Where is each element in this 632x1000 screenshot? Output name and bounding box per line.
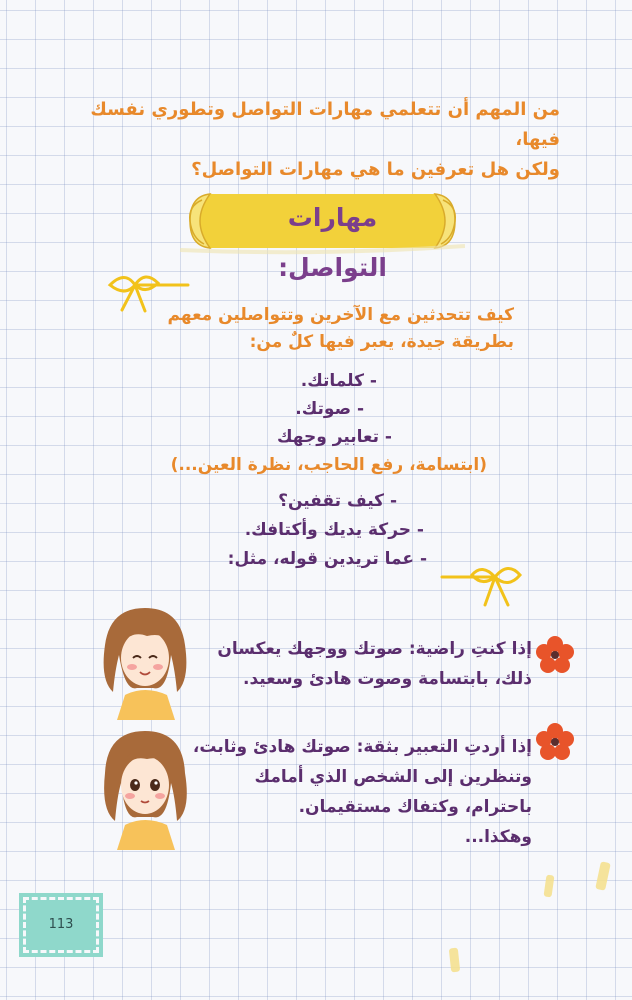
- example-confident: [192, 732, 532, 852]
- girl-smiling-illustration: [95, 600, 195, 720]
- list-item: - صوتك.: [295, 399, 364, 419]
- ribbon-bow-icon: [440, 555, 535, 610]
- section-title: مهارات التواصل:: [278, 203, 387, 282]
- example-line: وهكذا...: [464, 827, 532, 847]
- example-line: وتنظرين إلى الشخص الذي أمامك: [254, 767, 532, 787]
- flower-icon: [535, 635, 575, 675]
- decorative-stroke: [595, 861, 611, 890]
- decorative-stroke: [544, 875, 555, 898]
- list-item: (ابتسامة، رفع الحاجب، نظرة العين...): [170, 455, 487, 475]
- paragraph-line-1: كيف تتحدثين مع الآخرين وتتواصلين معهم: [167, 305, 514, 325]
- example-line: إذا أردتِ التعبير بثقة: صوتك هادئ وثابت،: [192, 737, 532, 757]
- intro-text: [60, 95, 560, 185]
- list-item: - كلماتك.: [300, 371, 377, 391]
- list-item: - تعابير وجهك: [276, 427, 392, 447]
- intro-line-1: من المهم أن تتعلمي مهارات التواصل وتطوري نفسك فيها،: [90, 99, 560, 150]
- list-item: - كيف تقفين؟: [278, 491, 397, 511]
- example-line: باحترام، وكتفاك مستقيمان.: [298, 797, 532, 817]
- intro-line-2: ولكن هل تعرفين ما هي مهارات التواصل؟: [191, 159, 560, 180]
- example-line: ذلك، بابتسامة وصوت هادئ وسعيد.: [243, 669, 532, 689]
- list-item: - عما تريدين قوله، مثل:: [227, 549, 427, 569]
- girl-confident-illustration: [95, 725, 195, 850]
- paragraph-line-2: بطريقة جيدة، يعبر فيها كلٌ من:: [249, 332, 514, 352]
- list-item: - حركة يديك وأكتافك.: [244, 520, 424, 540]
- definition-paragraph: [94, 302, 514, 356]
- decorative-stroke: [449, 948, 460, 973]
- example-satisfied: [202, 634, 532, 694]
- example-line: إذا كنتِ راضية: صوتك ووجهك يعكسان: [217, 639, 532, 659]
- page-number: 113: [48, 917, 74, 932]
- flower-icon: [535, 722, 575, 762]
